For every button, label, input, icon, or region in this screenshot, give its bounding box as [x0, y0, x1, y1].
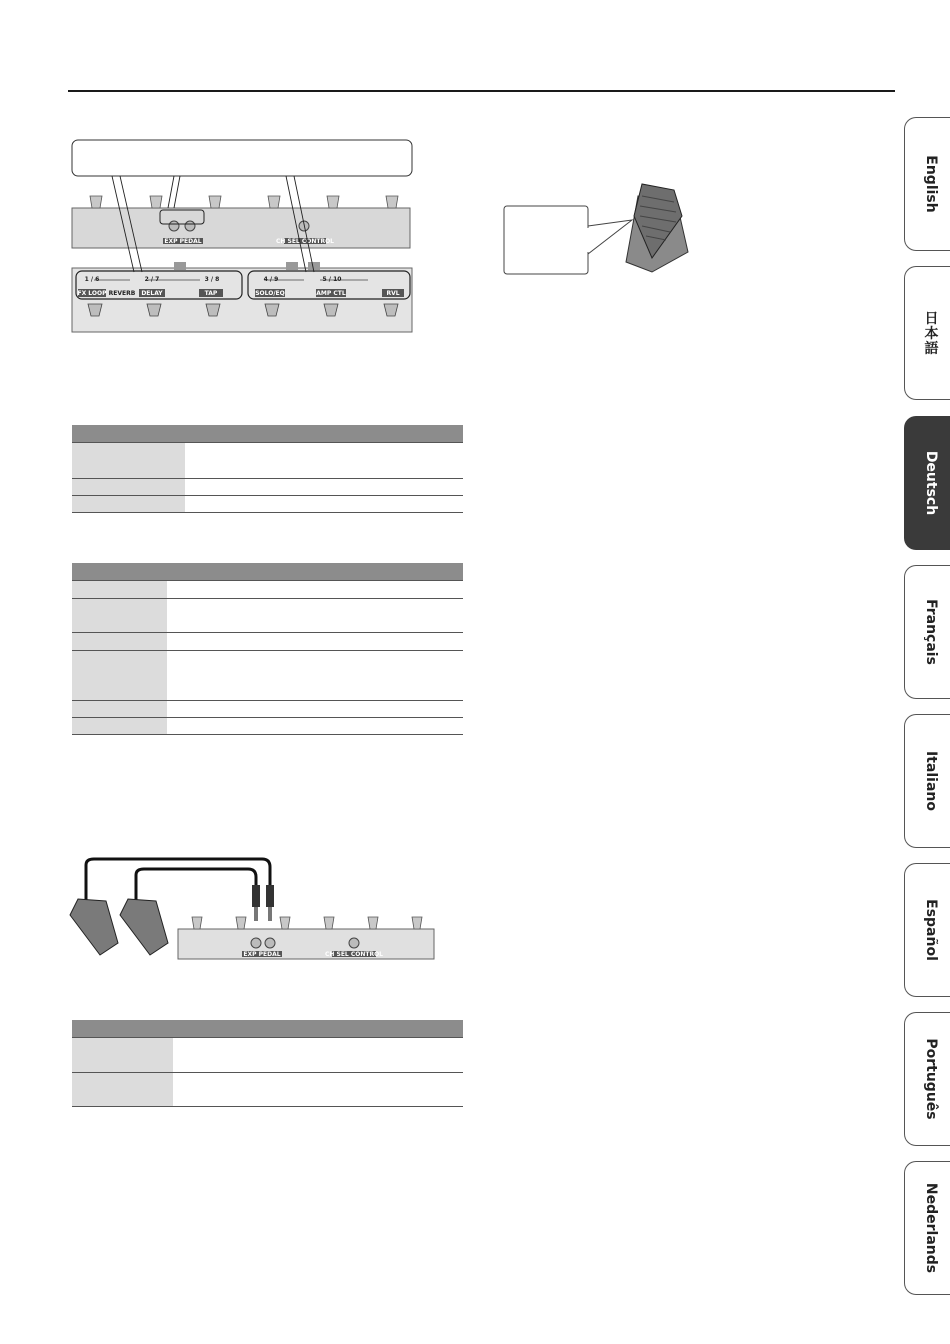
tab-italiano[interactable]	[904, 714, 950, 848]
svg-text:1 / 6: 1 / 6	[84, 276, 100, 283]
reverb-label: REVERB	[108, 290, 136, 297]
table-row	[72, 701, 463, 718]
tab-nederlands[interactable]	[904, 1161, 950, 1295]
table-header-row	[72, 563, 463, 581]
svg-text:2 / 7: 2 / 7	[144, 276, 160, 283]
header-rule	[68, 90, 895, 92]
tap-label: TAP	[204, 290, 218, 297]
tab-portugues-label: Português	[922, 1038, 939, 1120]
svg-text:4 / 9: 4 / 9	[263, 276, 279, 283]
expression-pedal-figure	[502, 176, 692, 276]
table-row	[72, 599, 463, 633]
ch-sel-control-label: CH SEL CONTROL	[275, 238, 335, 245]
exp-pedal-label: EXP PEDAL	[164, 238, 202, 245]
two-pedals-connection-figure	[66, 855, 438, 965]
tab-francais-label: Français	[922, 599, 939, 665]
table-header-row	[72, 425, 463, 443]
fx-loop-label: FX LOOP	[77, 290, 107, 297]
tab-english[interactable]	[904, 117, 950, 251]
solo-eq-label: SOLO/EQ	[255, 290, 285, 297]
table-row	[72, 651, 463, 701]
tab-japanese-label: 日本語	[922, 310, 939, 356]
footswitch-panel-figure	[68, 138, 416, 338]
amp-ctl-label: AMP CTL	[316, 290, 346, 297]
table-3	[72, 1020, 463, 1107]
delay-label: DELAY	[141, 290, 163, 297]
table-row	[72, 496, 463, 513]
svg-text:5 / 10: 5 / 10	[322, 276, 342, 283]
tab-japanese[interactable]	[904, 266, 950, 400]
tab-espanol-label: Español	[922, 899, 939, 961]
table-row	[72, 443, 463, 479]
table-header-row	[72, 1020, 463, 1038]
tab-deutsch[interactable]	[904, 416, 950, 550]
ch-sel-control-label-2: CH SEL CONTROL	[324, 951, 384, 958]
table-row	[72, 1073, 463, 1107]
tab-italiano-label: Italiano	[922, 751, 939, 811]
table-row	[72, 718, 463, 735]
table-2	[72, 563, 463, 735]
tab-english-label: English	[922, 155, 939, 213]
tab-deutsch-label: Deutsch	[922, 450, 939, 516]
tab-nederlands-label: Nederlands	[922, 1182, 939, 1274]
table-row	[72, 633, 463, 651]
exp-pedal-label-2: EXP PEDAL	[243, 951, 281, 958]
tab-espanol[interactable]	[904, 863, 950, 997]
svg-text:3 / 8: 3 / 8	[204, 276, 220, 283]
tab-francais[interactable]	[904, 565, 950, 699]
table-1	[72, 425, 463, 513]
tab-portugues[interactable]	[904, 1012, 950, 1146]
table-row	[72, 1038, 463, 1073]
rvl-label: RVL	[386, 290, 400, 297]
table-row	[72, 581, 463, 599]
table-row	[72, 479, 463, 496]
